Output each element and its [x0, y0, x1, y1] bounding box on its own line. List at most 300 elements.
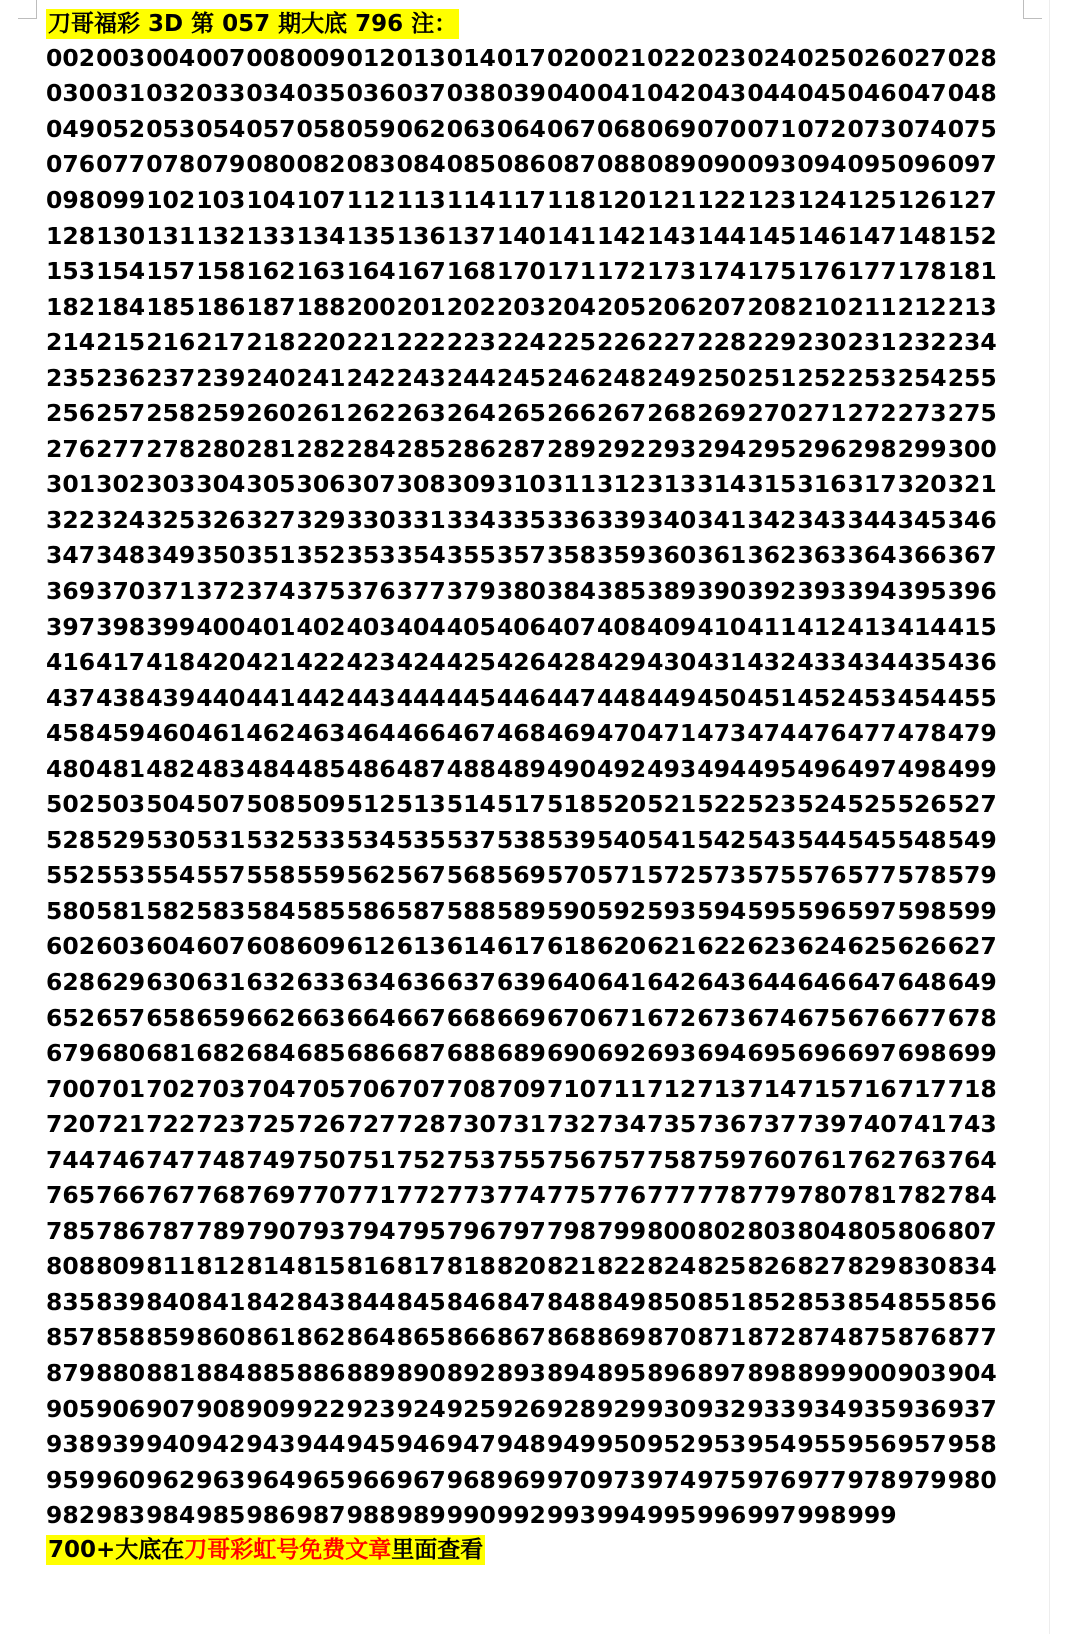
number-cell: 973: [597, 1465, 647, 1494]
number-cell: 377: [396, 576, 446, 605]
number-cell: 576: [797, 861, 847, 890]
number-cell: 715: [797, 1074, 847, 1103]
number-cell: 418: [146, 648, 196, 677]
number-cell: 698: [897, 1039, 947, 1068]
number-cell: 527: [947, 790, 997, 819]
number-cell: 781: [847, 1181, 897, 1210]
footer-line: [46, 1533, 1046, 1567]
number-cell: 747: [146, 1145, 196, 1174]
number-cell: 634: [346, 967, 396, 996]
number-cell: 302: [96, 470, 146, 499]
number-cell: 825: [697, 1252, 747, 1281]
number-cell: 075: [947, 114, 997, 143]
number-cell: 390: [697, 576, 747, 605]
number-cell: 036: [346, 79, 396, 108]
number-cell: 830: [897, 1252, 947, 1281]
number-cell: 779: [747, 1181, 797, 1210]
number-cell: 732: [546, 1110, 596, 1139]
number-cell: 403: [346, 612, 396, 641]
number-cell: 663: [296, 1003, 346, 1032]
footer-note: [46, 1535, 485, 1565]
number-cell: 811: [146, 1252, 196, 1281]
number-cell: 249: [647, 363, 697, 392]
number-cell: 947: [446, 1430, 496, 1459]
number-cell: 053: [146, 114, 196, 143]
number-cell: 212: [897, 292, 947, 321]
number-cell: 004: [146, 43, 196, 72]
number-cell: 630: [146, 967, 196, 996]
number-cell: 483: [196, 754, 246, 783]
number-cell: 014: [446, 43, 496, 72]
number-cell: 112: [346, 185, 396, 214]
number-cell: 743: [947, 1110, 997, 1139]
number-cell: 454: [897, 683, 947, 712]
number-cell: 874: [797, 1323, 847, 1352]
number-cell: 376: [346, 576, 396, 605]
number-cell: 581: [96, 896, 146, 925]
number-cell: 524: [797, 790, 847, 819]
number-cell: 499: [947, 754, 997, 783]
number-cell: 102: [146, 185, 196, 214]
number-cell: 697: [847, 1039, 897, 1068]
number-cell: 695: [747, 1039, 797, 1068]
number-cell: 542: [697, 825, 747, 854]
number-cell: 489: [496, 754, 546, 783]
number-cell: 816: [346, 1252, 396, 1281]
number-cell: 909: [246, 1394, 296, 1423]
number-cell: 866: [446, 1323, 496, 1352]
number-cell: 372: [196, 576, 246, 605]
number-cell: 130: [96, 221, 146, 250]
number-cell: 770: [296, 1181, 346, 1210]
number-cell: 723: [196, 1110, 246, 1139]
number-cell: 250: [697, 363, 747, 392]
number-cell: 750: [296, 1145, 346, 1174]
number-cell: 867: [496, 1323, 546, 1352]
number-cell: 424: [396, 648, 446, 677]
number-cell: 877: [947, 1323, 997, 1352]
number-cell: 706: [346, 1074, 396, 1103]
number-cell: 514: [446, 790, 496, 819]
number-row: [46, 1497, 1046, 1533]
number-row: [46, 858, 1046, 894]
number-cell: 687: [396, 1039, 446, 1068]
number-cell: 352: [296, 541, 346, 570]
number-cell: 157: [146, 257, 196, 286]
number-cell: 354: [396, 541, 446, 570]
number-cell: 488: [446, 754, 496, 783]
number-cell: 348: [96, 541, 146, 570]
number-cell: 906: [96, 1394, 146, 1423]
number-cell: 351: [246, 541, 296, 570]
number-cell: 746: [96, 1145, 146, 1174]
number-cell: 441: [246, 683, 296, 712]
number-cell: 431: [697, 648, 747, 677]
number-row: [46, 324, 1046, 360]
number-cell: 797: [496, 1216, 546, 1245]
number-cell: 541: [647, 825, 697, 854]
number-cell: 223: [446, 328, 496, 357]
number-cell: 599: [947, 896, 997, 925]
number-cell: 982: [46, 1501, 96, 1530]
number-cell: 851: [697, 1287, 747, 1316]
number-cell: 669: [496, 1003, 546, 1032]
document-body: [46, 8, 1046, 1567]
number-cell: 934: [797, 1394, 847, 1423]
number-cell: 765: [46, 1181, 96, 1210]
number-cell: 310: [496, 470, 546, 499]
number-cell: 127: [947, 185, 997, 214]
number-cell: 114: [446, 185, 496, 214]
number-cell: 526: [897, 790, 947, 819]
number-cell: 402: [296, 612, 346, 641]
number-cell: 578: [897, 861, 947, 890]
number-cell: 324: [96, 505, 146, 534]
number-cell: 072: [797, 114, 847, 143]
number-cell: 259: [196, 399, 246, 428]
number-cell: 314: [697, 470, 747, 499]
number-cell: 559: [296, 861, 346, 890]
number-cell: 145: [747, 221, 797, 250]
number-cell: 544: [797, 825, 847, 854]
number-cell: 552: [46, 861, 96, 890]
number-cell: 422: [296, 648, 346, 677]
number-cell: 467: [446, 719, 496, 748]
number-cell: 805: [847, 1216, 897, 1245]
number-cell: 577: [847, 861, 897, 890]
number-cell: 255: [947, 363, 997, 392]
number-cell: 945: [346, 1430, 396, 1459]
number-row: [46, 1213, 1046, 1249]
number-cell: 009: [296, 43, 346, 72]
number-cell: 068: [597, 114, 647, 143]
number-cell: 985: [196, 1501, 246, 1530]
number-cell: 716: [847, 1074, 897, 1103]
number-cell: 584: [246, 896, 296, 925]
number-row: [46, 218, 1046, 254]
number-cell: 440: [196, 683, 246, 712]
number-cell: 598: [897, 896, 947, 925]
number-cell: 321: [947, 470, 997, 499]
number-cell: 528: [46, 825, 96, 854]
number-cell: 017: [496, 43, 546, 72]
number-cell: 814: [246, 1252, 296, 1281]
number-cell: 134: [296, 221, 346, 250]
number-cell: 280: [196, 434, 246, 463]
number-cell: 751: [346, 1145, 396, 1174]
number-cell: 502: [46, 790, 96, 819]
number-cell: 035: [296, 79, 346, 108]
number-cell: 435: [897, 648, 947, 677]
number-cell: 098: [46, 185, 96, 214]
number-cell: 924: [396, 1394, 446, 1423]
number-cell: 925: [446, 1394, 496, 1423]
number-cell: 347: [46, 541, 96, 570]
number-cell: 433: [797, 648, 847, 677]
number-cell: 231: [847, 328, 897, 357]
number-cell: 688: [446, 1039, 496, 1068]
number-cell: 178: [897, 257, 947, 286]
number-cell: 316: [797, 470, 847, 499]
number-cell: 710: [546, 1074, 596, 1103]
number-cell: 305: [246, 470, 296, 499]
number-cell: 142: [597, 221, 647, 250]
number-cell: 609: [296, 932, 346, 961]
number-cell: 793: [296, 1216, 346, 1245]
number-cell: 269: [697, 399, 747, 428]
number-cell: 808: [46, 1252, 96, 1281]
number-cell: 079: [196, 150, 246, 179]
number-cell: 796: [446, 1216, 496, 1245]
number-cell: 889: [346, 1359, 396, 1387]
number-cell: 022: [647, 43, 697, 72]
number-cell: 398: [96, 612, 146, 641]
number-cell: 330: [346, 505, 396, 534]
number-cell: 448: [597, 683, 647, 712]
number-cell: 864: [346, 1323, 396, 1352]
number-cell: 963: [196, 1465, 246, 1494]
number-cell: 681: [146, 1039, 196, 1068]
number-cell: 869: [597, 1323, 647, 1352]
number-cell: 107: [296, 185, 346, 214]
number-cell: 739: [797, 1110, 847, 1139]
number-cell: 734: [597, 1110, 647, 1139]
number-cell: 186: [196, 292, 246, 321]
number-cell: 070: [697, 114, 747, 143]
number-cell: 423: [346, 648, 396, 677]
number-row: [46, 822, 1046, 858]
number-cell: 766: [96, 1181, 146, 1210]
number-row: [46, 467, 1046, 503]
number-cell: 458: [46, 719, 96, 748]
number-cell: 080: [246, 150, 296, 179]
number-cell: 214: [46, 328, 96, 357]
number-cell: 137: [446, 221, 496, 250]
number-cell: 943: [246, 1430, 296, 1459]
number-cell: 769: [246, 1181, 296, 1210]
number-cell: 478: [897, 719, 947, 748]
number-cell: 025: [797, 43, 847, 72]
number-cell: 171: [546, 257, 596, 286]
number-cell: 083: [346, 150, 396, 179]
number-cell: 122: [697, 185, 747, 214]
number-cell: 573: [697, 861, 747, 890]
number-cell: 071: [747, 114, 797, 143]
number-cell: 340: [647, 505, 697, 534]
number-cell: 994: [597, 1501, 647, 1530]
number-cell: 933: [747, 1394, 797, 1423]
number-cell: 038: [446, 79, 496, 108]
number-cell: 364: [847, 541, 897, 570]
number-cell: 136: [396, 221, 446, 250]
footer-article-link[interactable]: 刀哥彩虹号免费文章: [184, 1536, 392, 1563]
number-cell: 069: [647, 114, 697, 143]
number-cell: 074: [897, 114, 947, 143]
number-row: [46, 893, 1046, 929]
number-cell: 240: [246, 363, 296, 392]
number-cell: 633: [296, 967, 346, 996]
number-cell: 922: [296, 1394, 346, 1423]
number-cell: 932: [697, 1394, 747, 1423]
number-row: [46, 76, 1046, 112]
number-cell: 692: [597, 1039, 647, 1068]
number-cell: 643: [697, 967, 747, 996]
number-cell: 856: [947, 1287, 997, 1316]
number-cell: 147: [847, 221, 897, 250]
number-cell: 744: [46, 1145, 96, 1174]
number-cell: 020: [546, 43, 596, 72]
number-cell: 937: [947, 1394, 997, 1423]
number-cell: 220: [296, 328, 346, 357]
number-cell: 975: [697, 1465, 747, 1494]
number-cell: 557: [196, 861, 246, 890]
number-cell: 862: [296, 1323, 346, 1352]
number-cell: 996: [697, 1501, 747, 1530]
number-cell: 146: [797, 221, 847, 250]
number-cell: 218: [246, 328, 296, 357]
number-cell: 659: [196, 1003, 246, 1032]
number-row: [46, 1462, 1046, 1498]
number-cell: 612: [346, 932, 396, 961]
number-cell: 461: [196, 719, 246, 748]
number-cell: 208: [747, 292, 797, 321]
number-cell: 673: [697, 1003, 747, 1032]
number-row: [46, 431, 1046, 467]
number-cell: 027: [897, 43, 947, 72]
number-row: [46, 680, 1046, 716]
number-cell: 508: [246, 790, 296, 819]
number-cell: 990: [446, 1501, 496, 1530]
number-cell: 504: [146, 790, 196, 819]
number-cell: 583: [196, 896, 246, 925]
number-row: [46, 1249, 1046, 1285]
number-cell: 366: [897, 541, 947, 570]
number-cell: 266: [546, 399, 596, 428]
number-cell: 252: [797, 363, 847, 392]
number-row: [46, 573, 1046, 609]
number-cell: 709: [496, 1074, 546, 1103]
number-cell: 201: [396, 292, 446, 321]
number-cell: 468: [496, 719, 546, 748]
number-cell: 067: [546, 114, 596, 143]
number-cell: 674: [747, 1003, 797, 1032]
number-cell: 549: [947, 825, 997, 854]
number-cell: 694: [697, 1039, 747, 1068]
number-cell: 357: [496, 541, 546, 570]
number-cell: 300: [947, 434, 997, 463]
number-cell: 592: [597, 896, 647, 925]
number-cell: 097: [947, 150, 997, 179]
number-cell: 849: [597, 1287, 647, 1316]
number-row: [46, 1071, 1046, 1107]
number-cell: 988: [346, 1501, 396, 1530]
number-cell: 974: [647, 1465, 697, 1494]
number-cell: 726: [296, 1110, 346, 1139]
number-cell: 304: [196, 470, 246, 499]
number-cell: 452: [797, 683, 847, 712]
number-cell: 628: [46, 967, 96, 996]
number-cell: 841: [196, 1287, 246, 1316]
number-cell: 335: [496, 505, 546, 534]
number-cell: 443: [346, 683, 396, 712]
number-cell: 676: [847, 1003, 897, 1032]
number-cell: 631: [196, 967, 246, 996]
number-cell: 492: [597, 754, 647, 783]
number-cell: 907: [146, 1394, 196, 1423]
number-row: [46, 1035, 1046, 1071]
number-cell: 042: [647, 79, 697, 108]
number-cell: 667: [396, 1003, 446, 1032]
number-cell: 713: [697, 1074, 747, 1103]
number-cell: 531: [196, 825, 246, 854]
number-cell: 589: [496, 896, 546, 925]
number-cell: 295: [747, 434, 797, 463]
number-cell: 685: [296, 1039, 346, 1068]
number-cell: 845: [396, 1287, 446, 1316]
number-cell: 313: [647, 470, 697, 499]
number-cell: 087: [546, 150, 596, 179]
number-cell: 908: [196, 1394, 246, 1423]
number-cell: 278: [146, 434, 196, 463]
number-cell: 590: [546, 896, 596, 925]
number-row: [46, 40, 1046, 76]
number-cell: 126: [897, 185, 947, 214]
number-cell: 689: [496, 1039, 546, 1068]
number-cell: 222: [396, 328, 446, 357]
number-cell: 003: [96, 43, 146, 72]
number-cell: 748: [196, 1145, 246, 1174]
number-cell: 023: [697, 43, 747, 72]
number-cell: 671: [597, 1003, 647, 1032]
number-cell: 712: [647, 1074, 697, 1103]
document-title: 刀哥福彩 3D 第 057 期大底 796 注：: [48, 11, 458, 37]
number-cell: 350: [196, 541, 246, 570]
number-cell: 824: [647, 1252, 697, 1281]
number-cell: 928: [546, 1394, 596, 1423]
number-cell: 132: [196, 221, 246, 250]
number-cell: 032: [146, 79, 196, 108]
number-cell: 596: [797, 896, 847, 925]
number-cell: 764: [947, 1145, 997, 1174]
number-cell: 265: [496, 399, 546, 428]
number-cell: 339: [597, 505, 647, 534]
number-cell: 258: [146, 399, 196, 428]
number-cell: 389: [647, 576, 697, 605]
number-cell: 187: [246, 292, 296, 321]
number-cell: 307: [346, 470, 396, 499]
number-cell: 298: [847, 434, 897, 463]
number-cell: 749: [246, 1145, 296, 1174]
number-cell: 956: [847, 1430, 897, 1459]
number-cell: 980: [947, 1465, 997, 1494]
number-cell: 084: [396, 150, 446, 179]
number-cell: 432: [747, 648, 797, 677]
number-cell: 498: [897, 754, 947, 783]
number-cell: 221: [346, 328, 396, 357]
number-cell: 965: [296, 1465, 346, 1494]
number-row: [46, 644, 1046, 680]
number-cell: 670: [546, 1003, 596, 1032]
number-cell: 647: [847, 967, 897, 996]
number-cell: 575: [747, 861, 797, 890]
number-cell: 360: [647, 541, 697, 570]
number-row: [46, 786, 1046, 822]
number-cell: 644: [747, 967, 797, 996]
number-cell: 523: [747, 790, 797, 819]
number-cell: 082: [296, 150, 346, 179]
number-cell: 895: [597, 1359, 647, 1387]
number-cell: 756: [546, 1145, 596, 1174]
